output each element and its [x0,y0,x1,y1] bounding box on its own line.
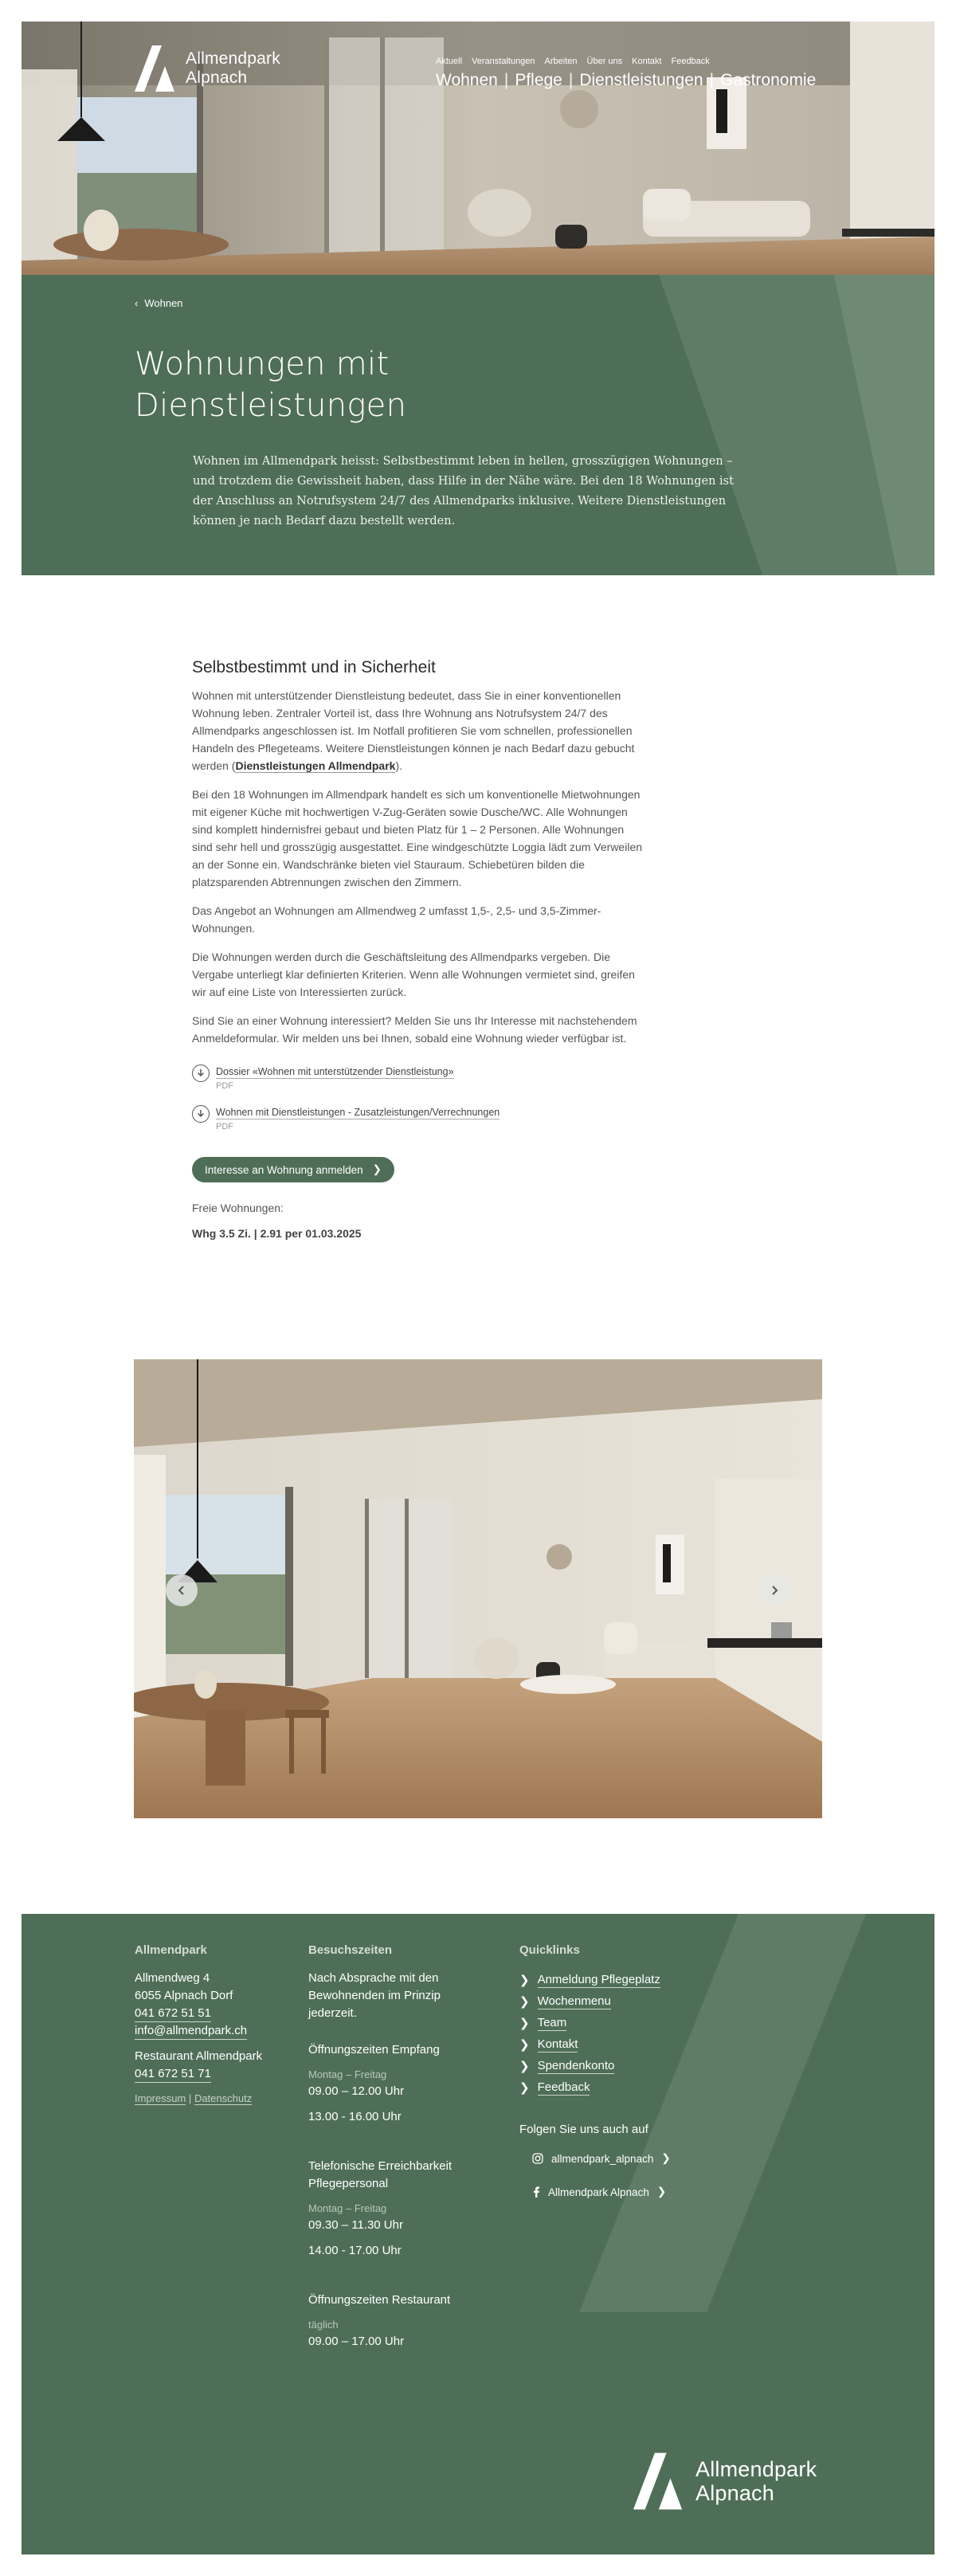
nav-separator: | [709,71,715,89]
utility-nav [436,57,710,66]
document-type: PDF [216,1122,233,1131]
facebook-name: Allmendpark Alpnach [548,2186,649,2198]
reception-time-morning: 09.00 – 12.00 Uhr [308,2084,405,2098]
quicklink-label: Feedback [537,2080,590,2094]
instagram-handle: allmendpark_alpnach [551,2152,654,2165]
main-nav-pflege[interactable]: Pflege [515,71,562,89]
quicklink-feedback[interactable] [519,2077,727,2099]
intro-section [22,275,934,575]
paragraph-4: Die Wohnungen werden durch die Geschäftsleitung des Allmendparks vergeben. Die Vergabe unterliegt klar definierten Kriterien. Wenn alle Wohnungen vermietet sind, greifen wir auf eine Liste von Interessierten zurück. [192,951,635,998]
chevron-right-icon: ❯ [661,2152,671,2164]
footer-hours-heading: Besuchszeiten [308,1943,393,1957]
footer-quicklinks-column [519,1943,727,2216]
gallery-prev-button[interactable] [166,1574,198,1606]
chevron-right-icon: ❯ [519,2038,530,2052]
instagram-icon [532,2153,543,2164]
page-title-line-1: Wohnungen mit [135,346,390,382]
section-heading: Selbstbestimmt und in Sicherheit [192,658,436,676]
facebook-link[interactable] [532,2182,727,2202]
util-nav-feedback[interactable]: Feedback [671,57,710,66]
gallery-next-button[interactable] [758,1574,790,1606]
register-interest-button[interactable] [192,1157,394,1182]
util-nav-ueber-uns[interactable]: Über uns [586,57,623,66]
download-icon [192,1105,210,1123]
reception-time-afternoon: 13.00 - 16.00 Uhr [308,2110,402,2123]
util-nav-kontakt[interactable]: Kontakt [632,57,662,66]
document-list [192,1065,646,1131]
care-time-morning: 09.30 – 11.30 Uhr [308,2218,403,2232]
logo-text [186,49,280,88]
chevron-right-icon: ❯ [519,2017,530,2030]
dienstleistungen-link[interactable]: Dienstleistungen Allmendpark [235,759,396,772]
chevron-right-icon: ❯ [519,2060,530,2073]
visit-text: Nach Absprache mit den Bewohnenden im Prinzip jederzeit. [308,1971,441,2020]
chevron-right-icon: ❯ [519,1995,530,2009]
quicklink-wochenmenu[interactable] [519,1991,727,2013]
footer-logo-line-2: Alpnach [695,2481,774,2505]
reception-days: Montag – Freitag [308,2068,387,2080]
main-nav-wohnen[interactable]: Wohnen [436,71,498,89]
footer-logo-line-1: Allmendpark [695,2457,817,2481]
chevron-left-icon [176,1585,187,1596]
restaurant-phone-link[interactable]: 041 672 51 71 [135,2066,211,2083]
restaurant-hours-title: Öffnungszeiten Restaurant [308,2293,451,2307]
phone-link[interactable]: 041 672 51 51 [135,2006,211,2022]
util-nav-aktuell[interactable]: Aktuell [436,57,463,66]
reception-hours-title: Öffnungszeiten Empfang [308,2043,440,2056]
chevron-right-icon: ❯ [519,1974,530,1987]
main-nav-dienstleistungen[interactable]: Dienstleistungen [579,71,703,89]
datenschutz-link[interactable]: Datenschutz [194,2092,253,2104]
document-title[interactable]: Dossier «Wohnen mit unterstützender Dienstleistung» [216,1066,454,1077]
register-interest-label: Interesse an Wohnung anmelden [205,1163,363,1176]
facebook-icon [532,2186,540,2198]
nav-separator: | [568,71,574,89]
chevron-right-icon: ❯ [372,1163,382,1175]
paragraph-2: Bei den 18 Wohnungen im Allmendpark handelt es sich um konventionelle Mietwohnungen mit eigener Küche mit hochwertigen V-Zug-Geräten sowie Dusche/WC. Alle Wohnungen sind komplett hindernisfrei gebaut und bieten Platz für 1 – 2 Personen. Alle Wohnungen sind sehr hell und grosszügig ausgestattet. Eine windgeschützte Loggia lädt zum Verweilen an der Sonne ein. Wandschränke bieten viel Stauraum. Schiebetüren bilden die platzsparenden Abtrennungen zwischen den Zimmern. [192,788,643,888]
download-icon [192,1065,210,1082]
document-item[interactable] [192,1065,646,1091]
address-street: Allmendweg 4 [135,1971,210,1985]
quicklink-anmeldung[interactable] [519,1970,727,1991]
footer-logo[interactable] [633,2452,817,2510]
quicklink-label: Kontakt [537,2037,578,2051]
paragraph-1 [192,687,646,774]
care-days: Montag – Freitag [308,2202,387,2214]
email-link[interactable]: info@allmendpark.ch [135,2023,247,2040]
nav-separator: | [503,71,509,89]
chevron-left-icon: ‹ [135,297,139,309]
legal-links [135,2092,294,2104]
intro-lead: Wohnen im Allmendpark heisst: Selbstbestimmt leben in hellen, grosszügigen Wohnungen – und trotzdem die Gewissheit haben, dass Hilfe in der Nähe wäre. Bei den 18 Wohnungen ist der Anschluss an Notrufsystem 24/7 des Allmendparks inklusive. Weitere Dienstleistungen können je nach Bedarf dazu bestellt werden. [193,455,734,527]
hero-header [22,22,934,275]
logo-mark-icon [633,2452,686,2510]
util-nav-veranstaltungen[interactable]: Veranstaltungen [472,57,535,66]
quicklink-label: Wochenmenu [537,1994,611,2008]
paragraph-1-end: ). [395,759,402,772]
footer-hours-column [308,1943,468,2351]
gallery-interior-photo [134,1359,822,1818]
logo-line-2: Alpnach [186,69,248,87]
chevron-right-icon [769,1585,780,1596]
main-nav [436,71,816,90]
paragraph-3: Das Angebot an Wohnungen am Allmendweg 2 umfasst 1,5-, 2,5- und 3,5-Zimmer-Wohnungen. [192,904,601,935]
quicklink-label: Spendenkonto [537,2059,615,2072]
footer-quicklinks-heading: Quicklinks [519,1943,580,1957]
quicklinks-list [519,1970,727,2099]
main-nav-gastronomie[interactable]: Gastronomie [720,71,817,89]
page-title-line-2: Dienstleistungen [135,387,407,424]
quicklink-label: Anmeldung Pflegeplatz [537,1973,660,1986]
quicklink-team[interactable] [519,2013,727,2034]
instagram-link[interactable] [532,2149,727,2168]
util-nav-arbeiten[interactable]: Arbeiten [544,57,578,66]
free-apartment-entry: Whg 3.5 Zi. | 2.91 per 01.03.2025 [192,1227,362,1240]
paragraph-1-text: Wohnen mit unterstützender Dienstleistung bedeutet, dass Sie in einer konventionellen Wohnung leben. Zentraler Vorteil ist, dass Ihre Wohnung ans Notrufsystem 24/7 des Allmendparks angeschlossen ist. Im Notfall profitieren Sie vom schnellen, professionellen Handeln des Pflegeteams. Weitere Dienstleistungen können je nach Bedarf dazu gebucht werden ( [192,689,635,772]
breadcrumb-wohnen[interactable]: Wohnen [144,297,183,309]
paragraph-5: Sind Sie an einer Wohnung interessiert? Melden Sie uns Ihr Interesse mit nachstehendem Anmeldeformular. Wir melden uns bei Ihnen, sobald eine Wohnung wieder verfügbar ist. [192,1014,637,1045]
document-type: PDF [216,1081,233,1091]
address-city: 6055 Alpnach Dorf [135,1989,233,2002]
legal-separator: | [188,2092,192,2104]
logo-line-1: Allmendpark [186,49,280,68]
document-title[interactable]: Wohnen mit Dienstleistungen - Zusatzleistungen/Verrechnungen [216,1107,500,1118]
image-gallery [134,1359,822,1818]
breadcrumb[interactable] [135,297,183,309]
care-time-afternoon: 14.00 - 17.00 Uhr [308,2244,402,2257]
footer-logo-text [695,2457,817,2505]
chevron-right-icon: ❯ [519,2081,530,2095]
care-phone-title: Telefonische Erreichbarkeit Pflegepersonal [308,2159,453,2190]
quicklink-kontakt[interactable] [519,2034,727,2056]
quicklink-label: Team [537,2016,567,2029]
site-logo[interactable] [135,45,280,92]
main-content [192,658,646,1240]
quicklink-spendenkonto[interactable] [519,2056,727,2077]
document-item[interactable] [192,1105,646,1131]
impressum-link[interactable]: Impressum [135,2092,186,2104]
restaurant-days: täglich [308,2319,339,2331]
restaurant-time: 09.00 – 17.00 Uhr [308,2335,405,2348]
logo-mark-icon [135,45,178,92]
restaurant-name: Restaurant Allmendpark [135,2049,263,2063]
follow-us-label: Folgen Sie uns auch auf [519,2123,648,2136]
footer-contact-column [135,1943,294,2104]
footer-contact-heading: Allmendpark [135,1943,207,1957]
site-footer [22,1914,934,2554]
chevron-right-icon: ❯ [656,2186,667,2198]
free-apartments-label: Freie Wohnungen: [192,1202,284,1214]
page-title [135,343,581,426]
